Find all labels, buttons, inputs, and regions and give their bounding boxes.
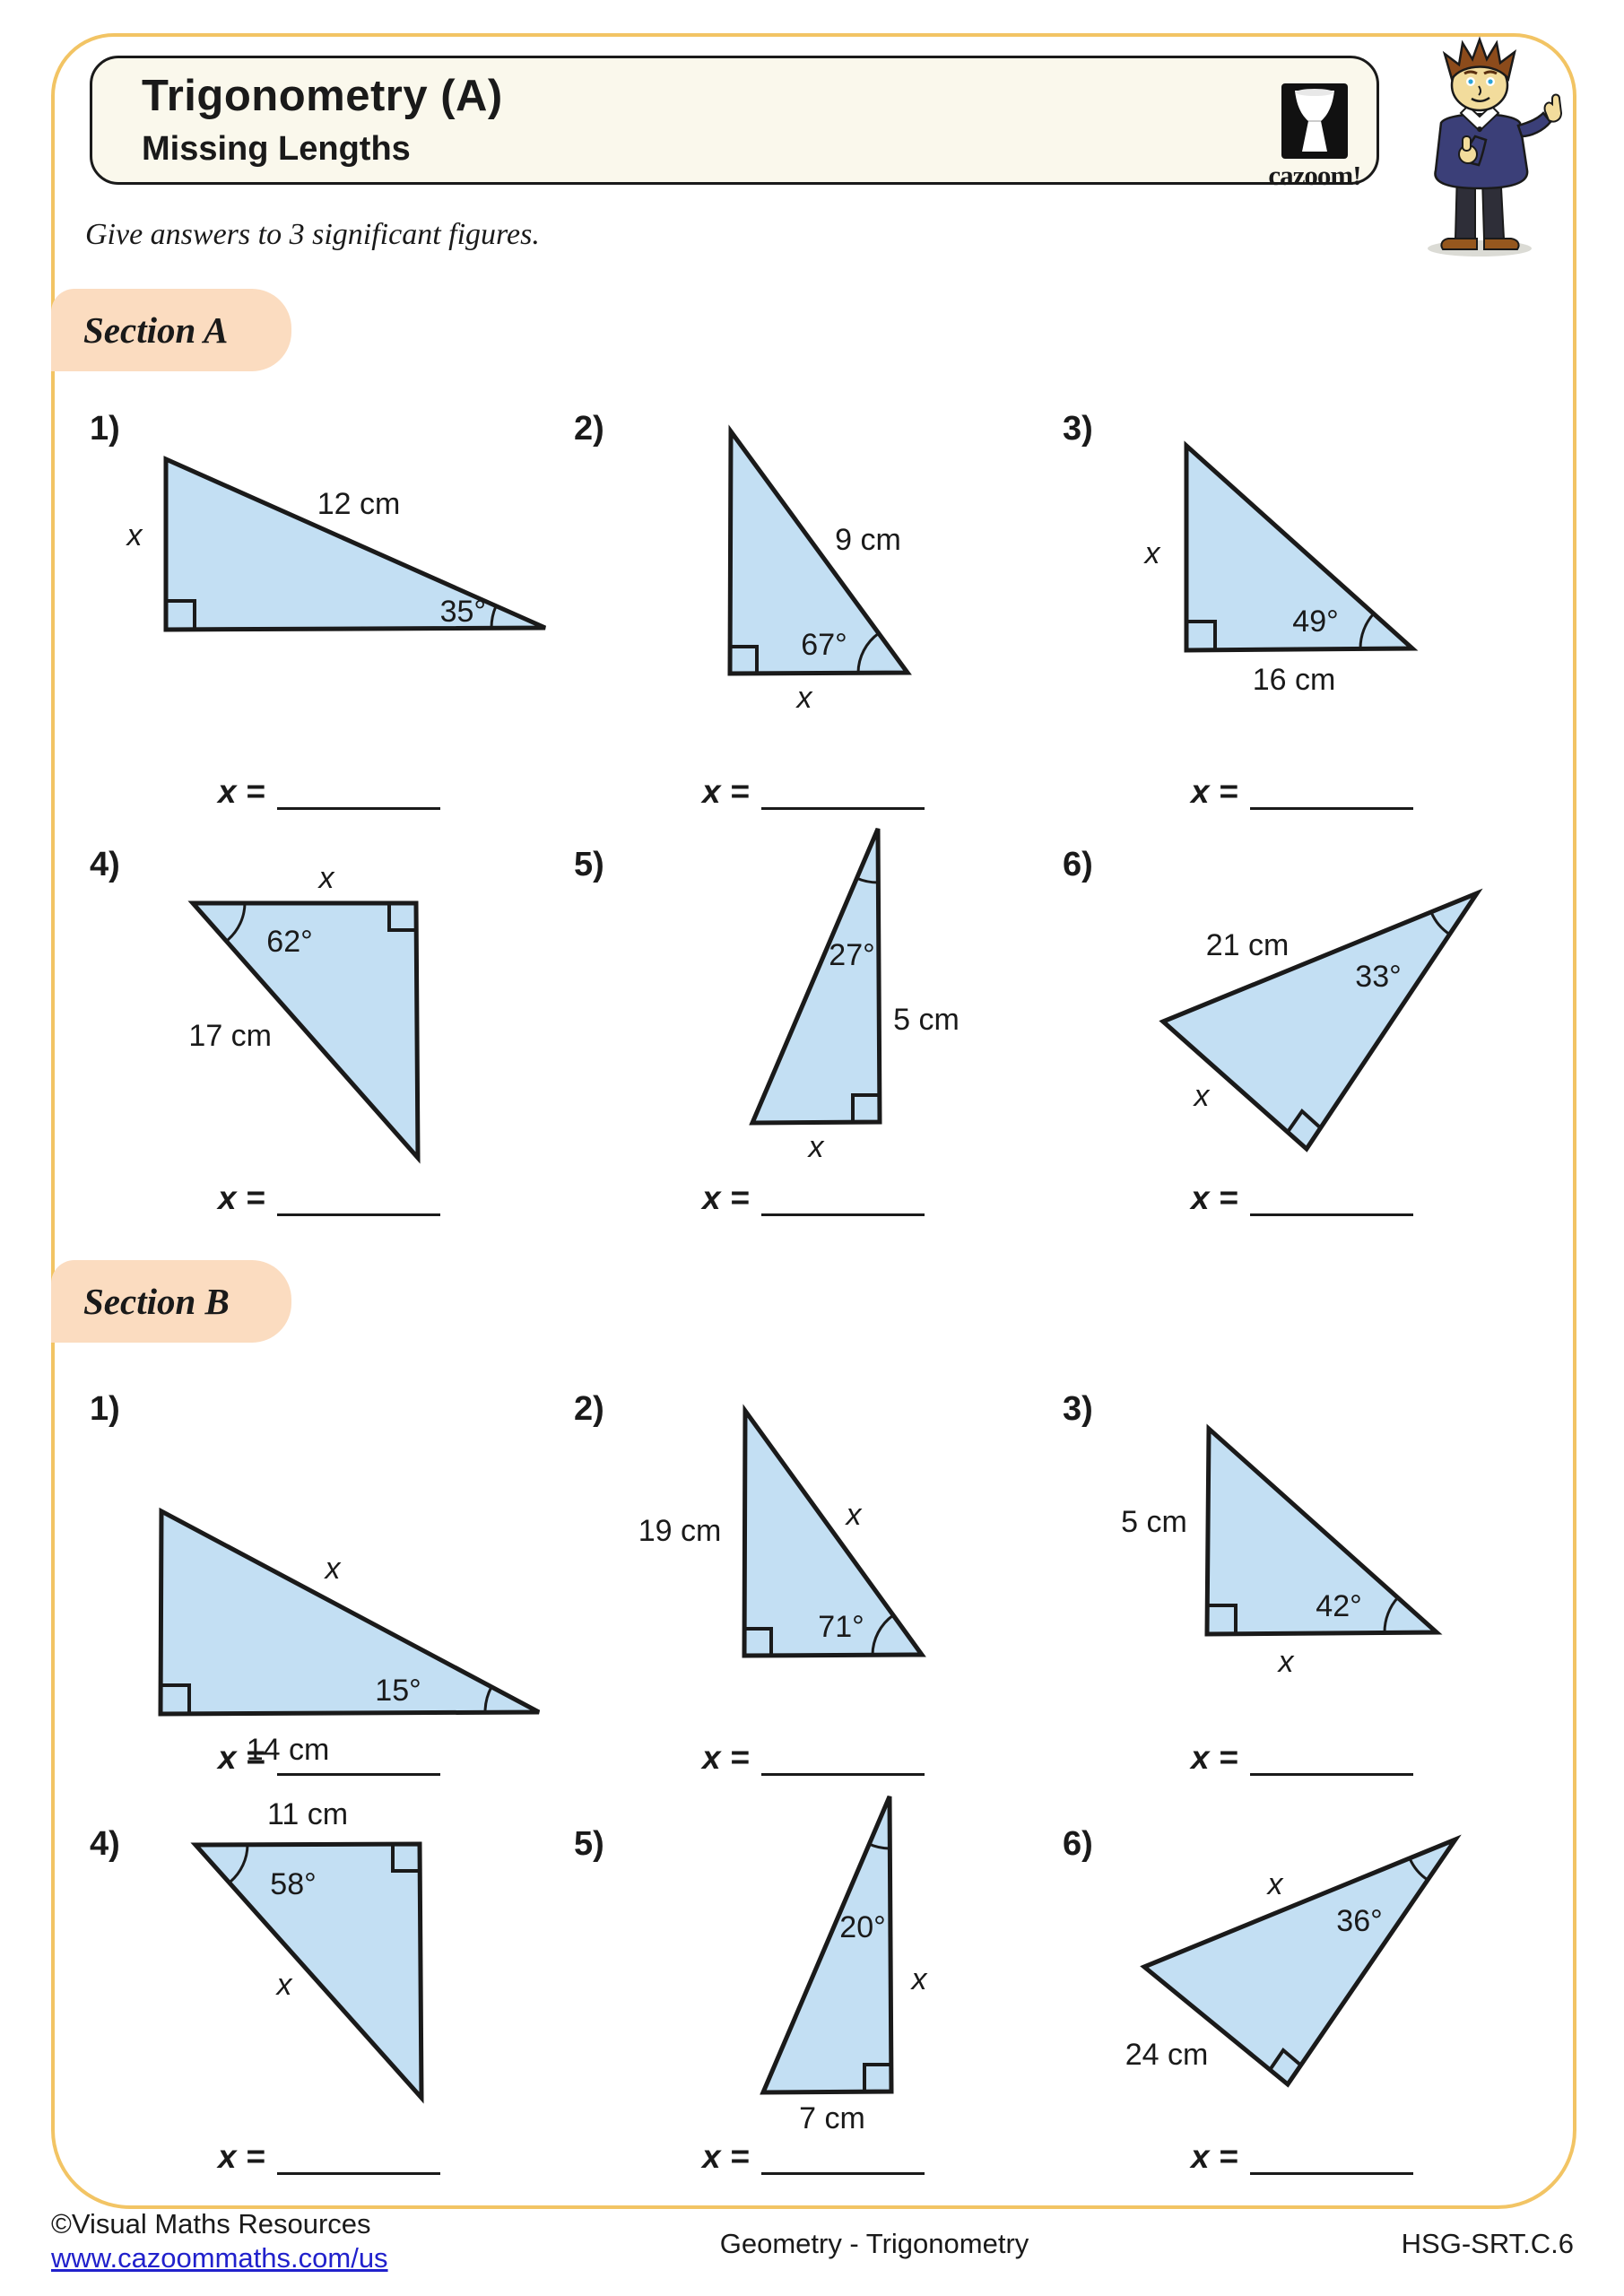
side-label: 16 cm bbox=[1252, 663, 1336, 697]
triangle-figure bbox=[85, 408, 587, 825]
answer-blank[interactable] bbox=[761, 1181, 925, 1216]
angle-label: 35° bbox=[439, 595, 486, 629]
title-box bbox=[90, 56, 1379, 191]
answer-prefix: x = bbox=[218, 2138, 265, 2175]
footer-topic: Geometry - Trigonometry bbox=[719, 2228, 1029, 2259]
side-label: 5 cm bbox=[1121, 1505, 1187, 1539]
answer-blank[interactable] bbox=[277, 1741, 440, 1776]
answer-blank[interactable] bbox=[761, 2140, 925, 2175]
unknown-label: x bbox=[126, 518, 143, 552]
problem-b4 bbox=[85, 1794, 587, 2211]
triangle-figure bbox=[1058, 408, 1560, 825]
side-label: 12 cm bbox=[317, 487, 401, 521]
angle-label: 36° bbox=[1336, 1904, 1383, 1938]
cazoom-logo bbox=[1247, 83, 1382, 191]
unknown-label: x bbox=[318, 861, 334, 895]
angle-label: 71° bbox=[818, 1610, 864, 1644]
answer-row bbox=[1191, 2139, 1413, 2175]
angle-label: 62° bbox=[266, 925, 313, 959]
answer-row bbox=[218, 1740, 440, 1776]
problem-b2 bbox=[569, 1379, 1072, 1796]
side-label: 14 cm bbox=[246, 1733, 330, 1767]
angle-label: 27° bbox=[829, 938, 875, 972]
section-a-text: Section A bbox=[83, 309, 229, 351]
answer-prefix: x = bbox=[1191, 2138, 1238, 2175]
triangle-figure bbox=[569, 408, 1072, 825]
problem-number: 1) bbox=[90, 410, 120, 448]
problem-b1 bbox=[85, 1379, 587, 1796]
unknown-label: x bbox=[276, 1968, 292, 2002]
angle-label: 67° bbox=[801, 628, 847, 662]
mascot-character bbox=[1385, 36, 1578, 260]
answer-row bbox=[218, 2139, 440, 2175]
answer-prefix: x = bbox=[218, 773, 265, 810]
answer-prefix: x = bbox=[1191, 1179, 1238, 1216]
answer-prefix: x = bbox=[1191, 1739, 1238, 1776]
answer-blank[interactable] bbox=[761, 1741, 925, 1776]
side-label: 9 cm bbox=[835, 523, 901, 557]
unknown-label: x bbox=[1267, 1867, 1283, 1901]
angle-label: 20° bbox=[839, 1910, 886, 1944]
triangle-figure bbox=[1058, 823, 1560, 1240]
triangle-figure bbox=[569, 823, 1072, 1240]
side-label: 19 cm bbox=[638, 1514, 722, 1548]
section-b-text: Section B bbox=[83, 1281, 230, 1322]
angle-label: 42° bbox=[1316, 1589, 1362, 1623]
problem-number: 4) bbox=[90, 1825, 120, 1863]
unknown-label: x bbox=[1278, 1645, 1294, 1679]
angle-label: 49° bbox=[1292, 604, 1339, 639]
side-label: 7 cm bbox=[799, 2101, 865, 2135]
unknown-label: x bbox=[1144, 536, 1160, 570]
problem-number: 3) bbox=[1063, 410, 1093, 448]
problem-a3 bbox=[1058, 408, 1560, 825]
footer-link[interactable]: www.cazoommaths.com/us bbox=[51, 2242, 388, 2274]
problem-number: 2) bbox=[574, 410, 604, 448]
problem-a1 bbox=[85, 408, 587, 825]
triangle-figure bbox=[85, 823, 587, 1240]
side-label: 17 cm bbox=[188, 1019, 272, 1053]
unknown-label: x bbox=[796, 681, 812, 715]
side-label: 5 cm bbox=[893, 1003, 960, 1037]
answer-blank[interactable] bbox=[1250, 1741, 1413, 1776]
unknown-label: x bbox=[846, 1498, 862, 1532]
answer-blank[interactable] bbox=[277, 2140, 440, 2175]
answer-row bbox=[218, 1180, 440, 1216]
answer-row bbox=[1191, 774, 1413, 810]
answer-blank[interactable] bbox=[1250, 2140, 1413, 2175]
triangle-figure bbox=[569, 1379, 1072, 1796]
answer-row bbox=[1191, 1180, 1413, 1216]
answer-row bbox=[1191, 1740, 1413, 1776]
section-a-label bbox=[51, 289, 291, 371]
angle-label: 58° bbox=[270, 1867, 317, 1901]
problem-b5 bbox=[569, 1794, 1072, 2211]
unknown-label: x bbox=[325, 1552, 341, 1586]
triangle-figure bbox=[85, 1379, 587, 1796]
problem-number: 1) bbox=[90, 1390, 120, 1428]
problem-number: 2) bbox=[574, 1390, 604, 1428]
answer-prefix: x = bbox=[702, 773, 750, 810]
problem-number: 4) bbox=[90, 846, 120, 883]
section-b-label bbox=[51, 1260, 291, 1343]
problem-a2 bbox=[569, 408, 1072, 825]
problem-number: 6) bbox=[1063, 846, 1093, 883]
triangle-figure bbox=[1058, 1379, 1560, 1796]
problem-b3 bbox=[1058, 1379, 1560, 1796]
angle-label: 33° bbox=[1355, 960, 1402, 994]
footer-standard-code: HSG-SRT.C.6 bbox=[1401, 2228, 1574, 2259]
answer-row bbox=[702, 774, 925, 810]
side-label: 24 cm bbox=[1125, 2038, 1209, 2072]
page-subtitle: Missing Lengths bbox=[142, 130, 411, 168]
angle-label: 15° bbox=[375, 1674, 421, 1708]
problem-a6 bbox=[1058, 823, 1560, 1240]
answer-prefix: x = bbox=[1191, 773, 1238, 810]
instruction-text: Give answers to 3 significant figures. bbox=[85, 218, 540, 251]
brand-text: cazoom! bbox=[1268, 160, 1361, 191]
answer-row bbox=[702, 2139, 925, 2175]
answer-blank[interactable] bbox=[277, 1181, 440, 1216]
problem-a4 bbox=[85, 823, 587, 1240]
problem-number: 3) bbox=[1063, 1390, 1093, 1428]
page-title: Trigonometry (A) bbox=[142, 72, 503, 120]
footer-copyright: ©Visual Maths Resources bbox=[51, 2208, 371, 2239]
problem-number: 5) bbox=[574, 846, 604, 883]
unknown-label: x bbox=[1194, 1079, 1210, 1113]
unknown-label: x bbox=[808, 1130, 824, 1164]
answer-blank[interactable] bbox=[277, 775, 440, 810]
problem-number: 6) bbox=[1063, 1825, 1093, 1863]
problem-number: 5) bbox=[574, 1825, 604, 1863]
unknown-label: x bbox=[911, 1962, 927, 1996]
answer-row bbox=[218, 774, 440, 810]
answer-blank[interactable] bbox=[1250, 775, 1413, 810]
side-label: 11 cm bbox=[266, 1797, 349, 1831]
answer-prefix: x = bbox=[702, 2138, 750, 2175]
problem-a5 bbox=[569, 823, 1072, 1240]
answer-prefix: x = bbox=[218, 1179, 265, 1216]
drum-icon bbox=[1281, 83, 1348, 159]
answer-prefix: x = bbox=[218, 1739, 265, 1776]
answer-row bbox=[702, 1180, 925, 1216]
side-label: 21 cm bbox=[1205, 928, 1290, 962]
answer-row bbox=[702, 1740, 925, 1776]
answer-prefix: x = bbox=[702, 1179, 750, 1216]
problem-b6 bbox=[1058, 1794, 1560, 2211]
answer-blank[interactable] bbox=[1250, 1181, 1413, 1216]
answer-prefix: x = bbox=[702, 1739, 750, 1776]
answer-blank[interactable] bbox=[761, 775, 925, 810]
